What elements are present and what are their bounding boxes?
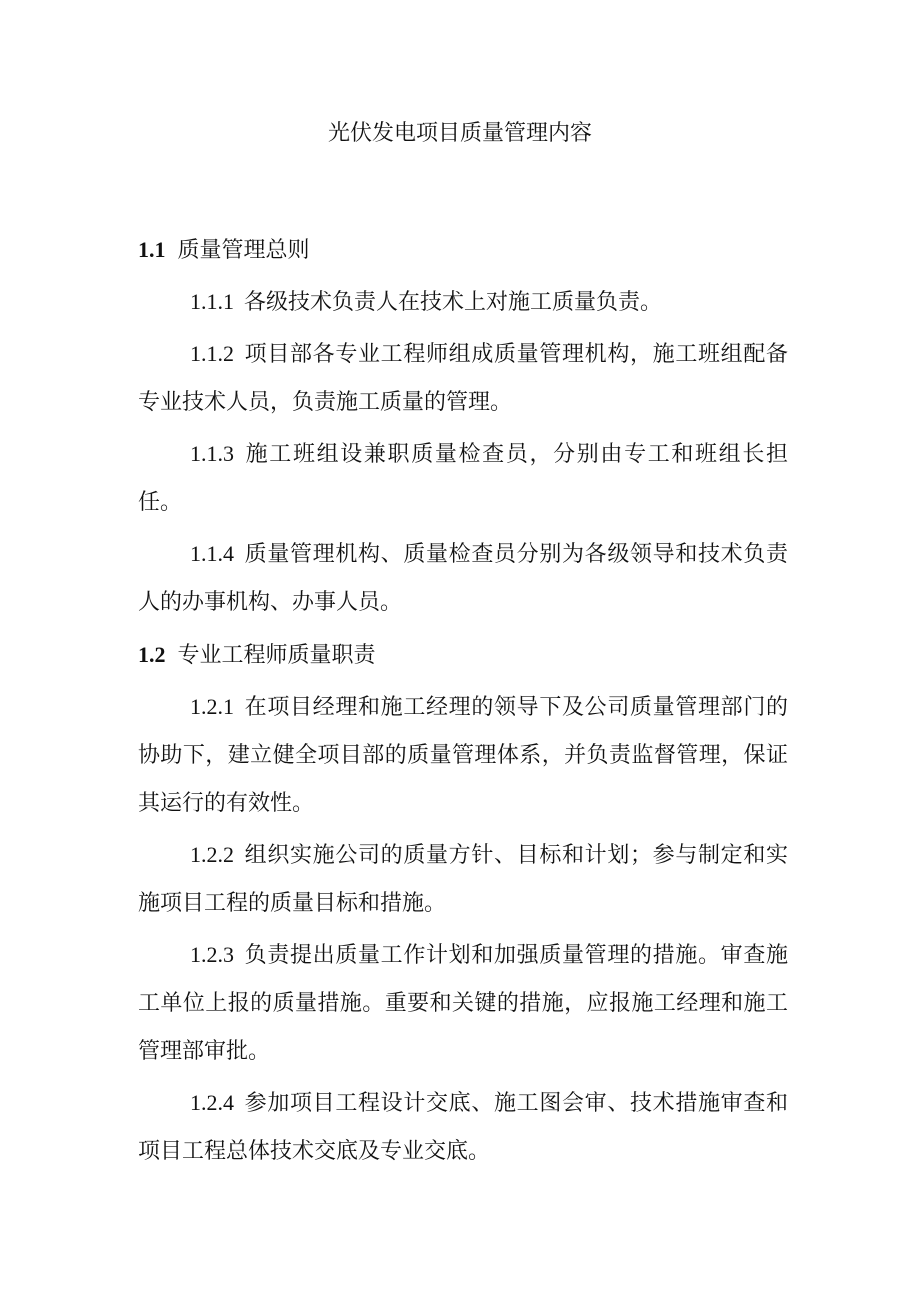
clause-text: 施工班组设兼职质量检查员，分别由专工和班组长担任。 [138, 442, 788, 515]
paragraph [138, 1079, 788, 1176]
section-heading [138, 635, 788, 676]
document-title: 光伏发电项目质量管理内容 [327, 121, 592, 146]
document-body [138, 230, 788, 1179]
clause-number: 1.1.1 [190, 289, 234, 314]
clause-number: 1.1.4 [190, 541, 234, 566]
clause-number: 1.2.2 [190, 842, 234, 867]
clause-number: 1.2.3 [190, 942, 234, 967]
section-number: 1.2 [138, 642, 166, 667]
section-number: 1.1 [138, 237, 166, 262]
paragraph [138, 831, 788, 928]
section-heading [138, 230, 788, 271]
clause-text: 参加项目工程设计交底、施工图会审、技术措施审查和项目工程总体技术交底及专业交底。 [138, 1091, 788, 1164]
paragraph [138, 530, 788, 627]
clause-text: 负责提出质量工作计划和加强质量管理的措施。审查施工单位上报的质量措施。重要和关键的措施，应报施工经理和施工管理部审批。 [138, 943, 788, 1064]
paragraph [138, 278, 788, 327]
paragraph [138, 330, 788, 427]
clause-text: 在项目经理和施工经理的领导下及公司质量管理部门的协助下，建立健全项目部的质量管理体系，并负责监督管理，保证其运行的有效性。 [138, 695, 788, 816]
paragraph [138, 430, 788, 527]
clause-text: 项目部各专业工程师组成质量管理机构，施工班组配备专业技术人员，负责施工质量的管理。 [138, 342, 788, 415]
paragraph [138, 683, 788, 828]
clause-number: 1.2.4 [190, 1090, 234, 1115]
clause-number: 1.1.3 [190, 441, 234, 466]
clause-text: 质量管理机构、质量检查员分别为各级领导和技术负责人的办事机构、办事人员。 [138, 542, 788, 615]
clause-text: 组织实施公司的质量方针、目标和计划；参与制定和实施项目工程的质量目标和措施。 [138, 843, 788, 916]
section-title: 专业工程师质量职责 [177, 643, 376, 668]
clause-text: 各级技术负责人在技术上对施工质量负责。 [244, 290, 663, 315]
clause-number: 1.2.1 [190, 694, 234, 719]
section-title: 质量管理总则 [177, 238, 310, 263]
clause-number: 1.1.2 [190, 341, 234, 366]
paragraph [138, 931, 788, 1076]
